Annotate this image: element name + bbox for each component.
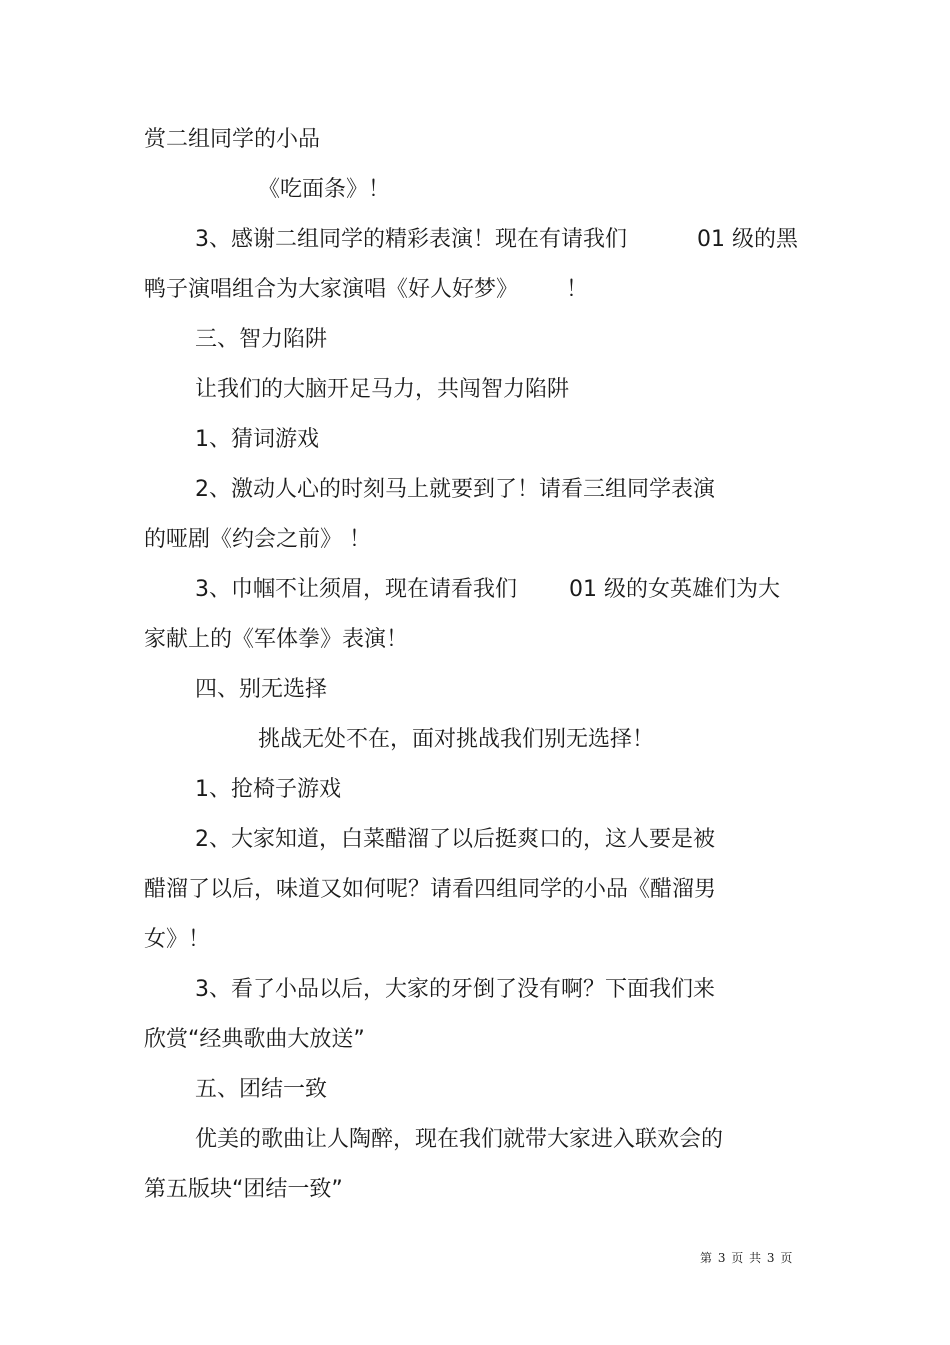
text-line: 《吃面条》！ <box>258 177 391 202</box>
text-line: 01 级的女英雄们为大 <box>569 577 780 602</box>
text-line: 2、大家知道，白菜醋溜了以后挺爽口的，这人要是被 <box>195 827 715 852</box>
section-heading: 四、别无选择 <box>195 677 328 702</box>
text-line: 女》！ <box>144 927 211 952</box>
text-line: 01 级的黑 <box>697 227 798 252</box>
text-line: 优美的歌曲让人陶醉，现在我们就带大家进入联欢会的 <box>195 1127 724 1152</box>
text-line: 鸭子演唱组合为大家演唱《好人好梦》 <box>144 277 519 302</box>
page-number: 第 3 页 共 3 页 <box>700 1251 794 1265</box>
text-line: 1、猜词游戏 <box>195 427 319 452</box>
text-line: 3、巾帼不让须眉，现在请看我们 <box>195 577 517 602</box>
section-heading: 五、团结一致 <box>195 1077 328 1102</box>
text-line: 2、激动人心的时刻马上就要到了！请看三组同学表演 <box>195 477 715 502</box>
text-line: 家献上的《军体拳》表演！ <box>144 627 409 652</box>
text-line: 的哑剧《约会之前》 ！ <box>144 527 371 552</box>
text-line: 赏二组同学的小品 <box>144 127 321 152</box>
text-line: 3、感谢二组同学的精彩表演！现在有请我们 <box>195 227 627 252</box>
text-line: 1、抢椅子游戏 <box>195 777 341 802</box>
section-heading: 三、智力陷阱 <box>195 327 328 352</box>
text-line: 醋溜了以后，味道又如何呢？请看四组同学的小品《醋溜男 <box>144 877 717 902</box>
text-line: 挑战无处不在，面对挑战我们别无选择！ <box>258 727 655 752</box>
text-line: ！ <box>566 277 589 302</box>
text-line: 让我们的大脑开足马力，共闯智力陷阱 <box>195 377 570 402</box>
text-line: 欣赏“经典歌曲大放送” <box>144 1027 365 1052</box>
text-line: 3、看了小品以后，大家的牙倒了没有啊？下面我们来 <box>195 977 715 1002</box>
text-line: 第五版块“团结一致” <box>144 1177 343 1202</box>
